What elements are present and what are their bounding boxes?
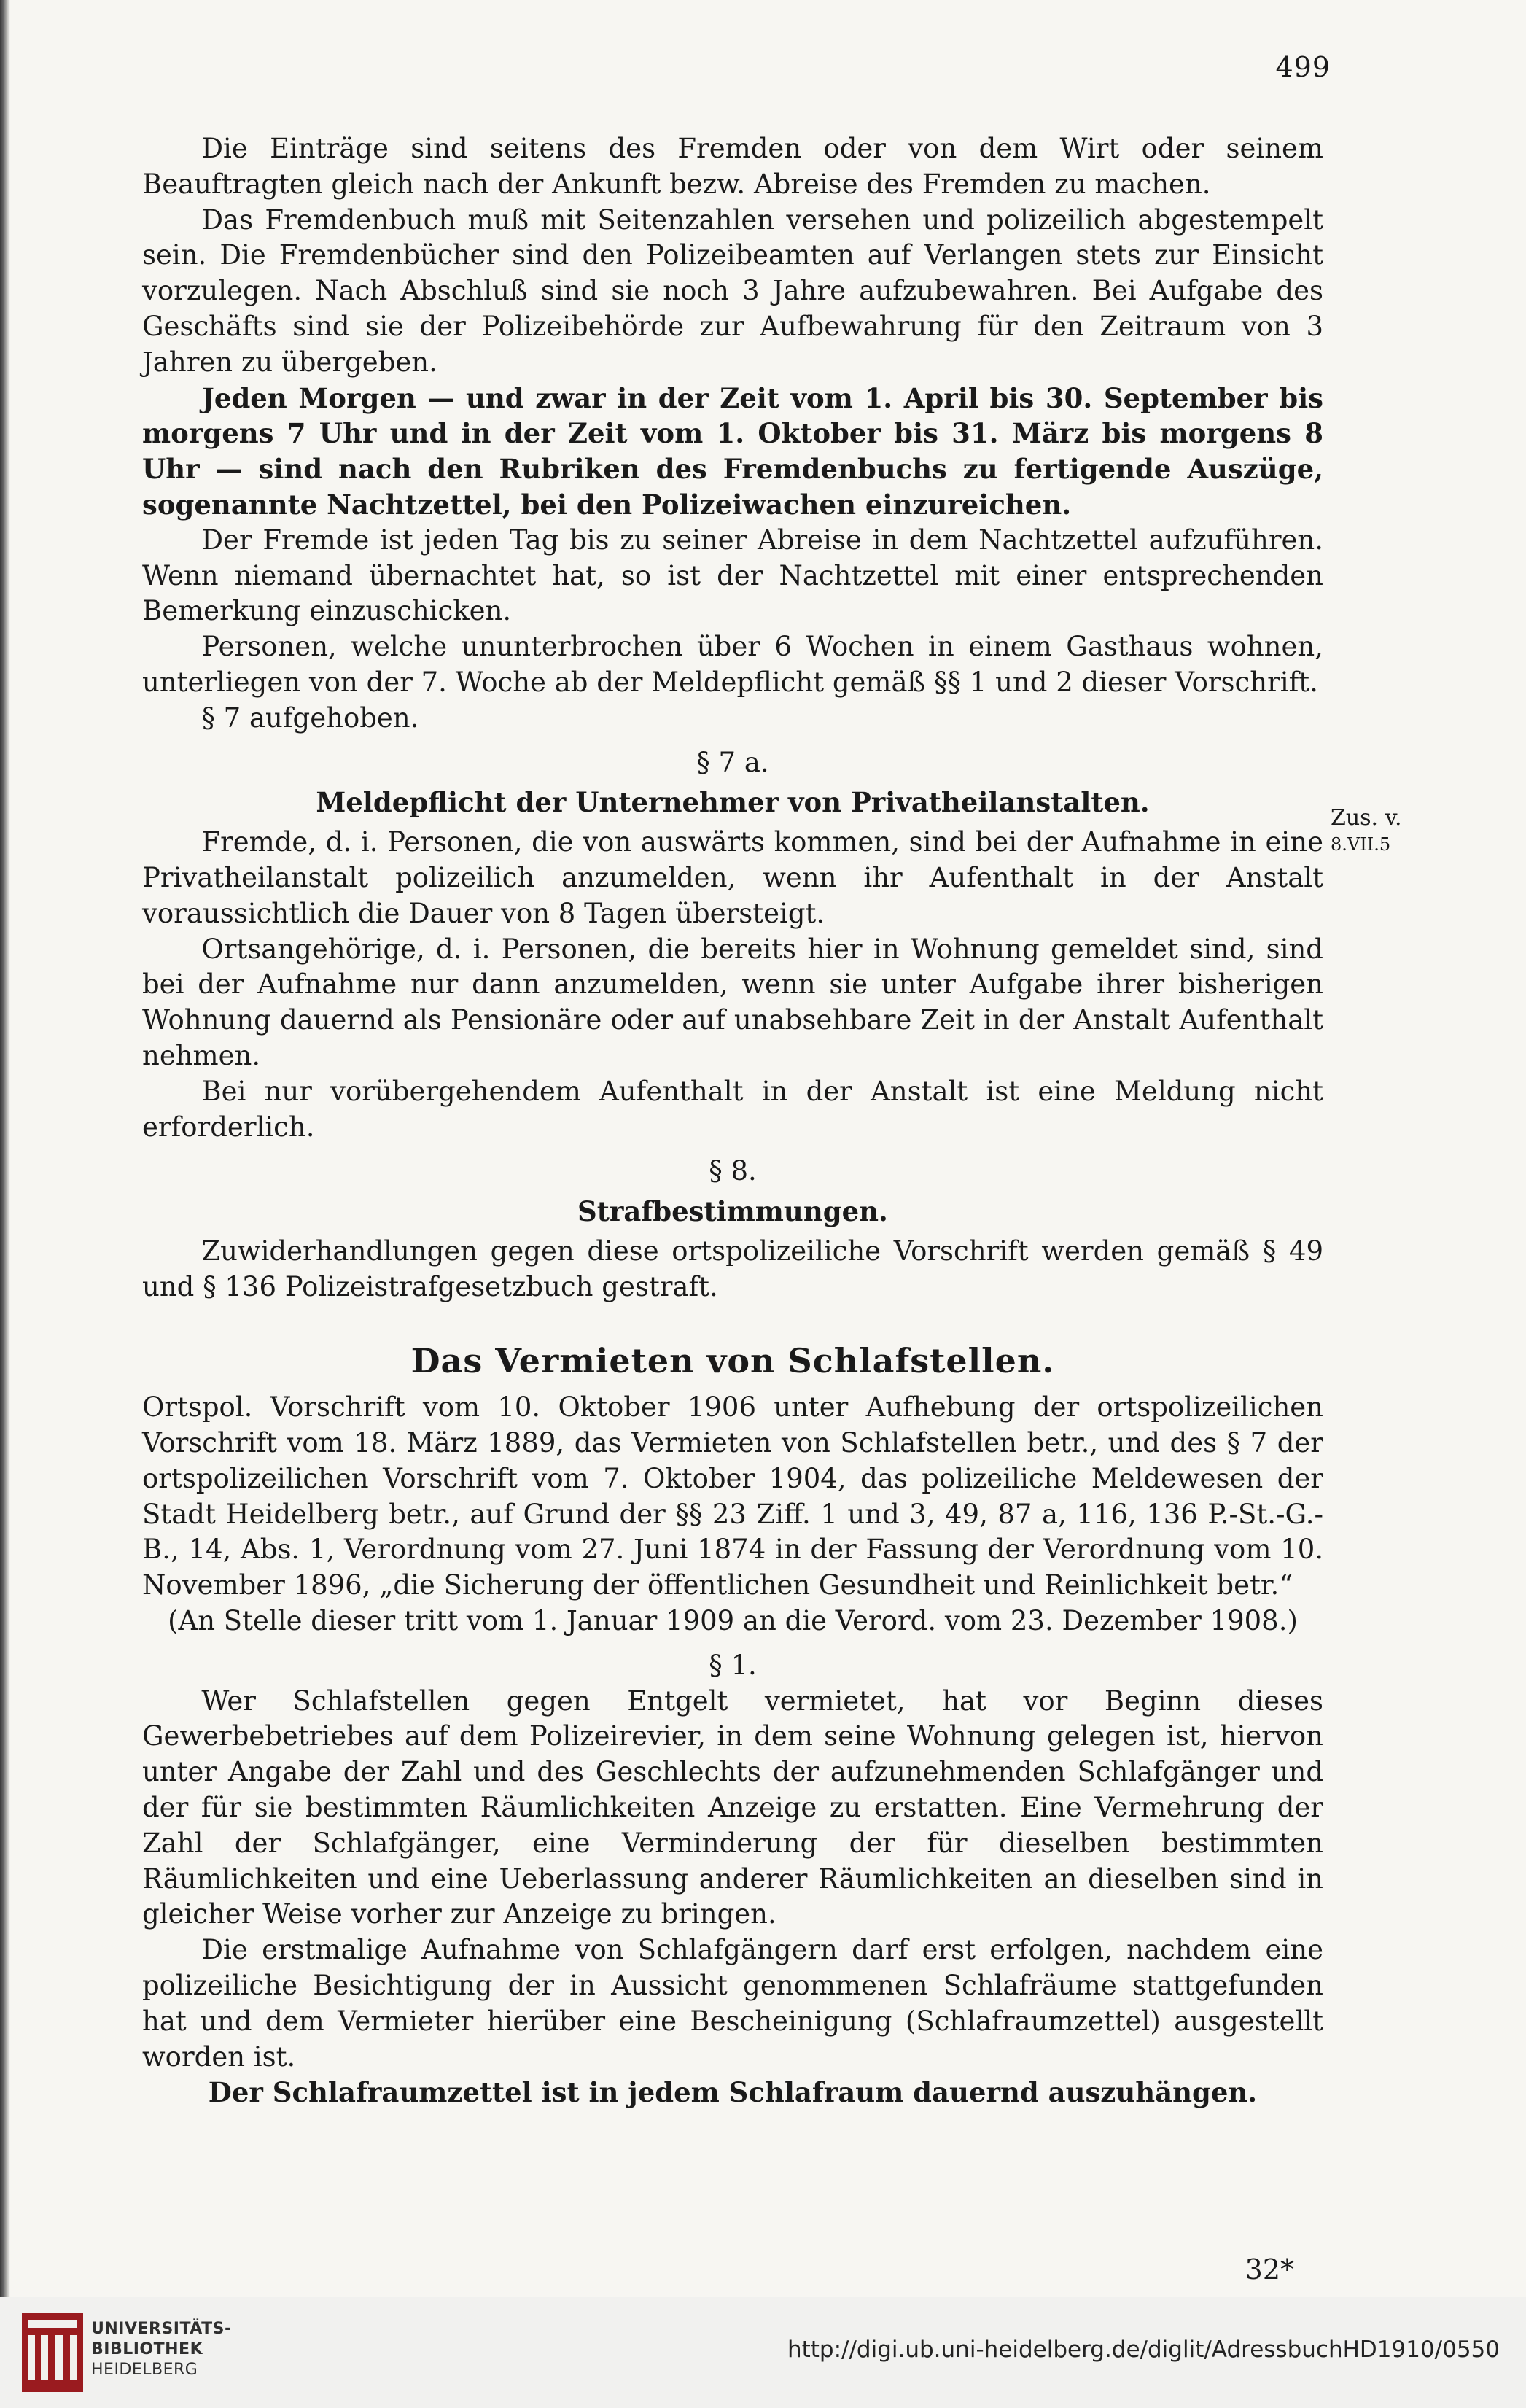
section-heading: Meldepflicht der Unternehmer von Privatheilanstalten. — [316, 786, 1150, 819]
paragraph-bold: Jeden Morgen — und zwar in der Zeit vom 1. April bis 30. September bis morgens 7 Uhr und in der Zeit vom 1. Oktober bis 31. März bis morgens 8 Uhr — sind nach den Rubriken des Fremdenbuchs zu fertigende Auszüge, sogenannte Nachtzettel, bei den Polizeiwachen einzureichen. — [142, 381, 1323, 521]
library-name-line: UNIVERSITÄTS- — [91, 2320, 232, 2338]
library-logo-icon — [22, 2313, 83, 2392]
source-url-link[interactable]: http://digi.ub.uni-heidelberg.de/diglit/AdressbuchHD1910/0550 — [787, 2337, 1500, 2363]
paragraph-note: (An Stelle dieser tritt vom 1. Januar 1909 an die Verord. vom 23. Dezember 1908.) — [168, 1605, 1298, 1637]
scan-edge — [0, 0, 10, 2408]
section-number: § 1. — [709, 1649, 757, 1681]
library-name — [91, 2319, 232, 2380]
paragraph: Das Fremdenbuch muß mit Seitenzahlen versehen und polizeilich abgestempelt sein. Die Fremdenbücher sind den Polizeibeamten auf Verlangen stets zur Einsicht vorzulegen. Nach Abschluß sind sie noch 3 Jahre aufzubewahren. Bei Aufgabe des Geschäfts sind sie der Polizeibehörde zur Aufbewahrung für den Zeitraum von 3 Jahren zu übergeben. — [142, 203, 1323, 378]
page-number: 499 — [1275, 51, 1331, 83]
paragraph: Der Fremde ist jeden Tag bis zu seiner Abreise in dem Nachtzettel aufzuführen. Wenn niemand übernachtet hat, so ist der Nachtzettel mit einer entsprechenden Bemerkung einzuschicken. — [142, 524, 1323, 627]
library-name-line: BIBLIOTHEK — [91, 2340, 203, 2358]
paragraph: Ortspol. Vorschrift vom 10. Oktober 1906 unter Aufhebung der ortspolizeilichen Vorschrift vom 18. März 1889, das Vermieten von Schlafstellen betr., und des § 7 der ortspolizeilichen Vorschrift vom 7. Oktober 1904, das polizeiliche Meldewesen der Stadt Heidelberg betr., auf Grund der §§ 23 Ziff. 1 und 3, 49, 87 a, 116, 136 P.-St.-G.-B., 14, Abs. 1, Verordnung vom 27. Juni 1874 in der Fassung der Verordnung vom 10. November 1896, „die Sicherung der öffentlichen Gesundheit und Reinlichkeit betr.“ — [142, 1391, 1323, 1601]
paragraph: Wer Schlafstellen gegen Entgelt vermietet, hat vor Beginn dieses Gewerbebetriebes auf dem Polizeirevier, in dem seine Wohnung gelegen ist, hiervon unter Angabe der Zahl und des Geschlechts der aufzunehmenden Schlafgänger und der für sie bestimmten Räumlichkeiten Anzeige zu erstatten. Eine Vermehrung der Zahl der Schlafgänger, eine Verminderung der für dieselben bestimmten Räumlichkeiten und eine Ueberlassung anderer Räumlichkeiten an dieselben sind in gleicher Weise vorher zur Anzeige zu bringen. — [142, 1685, 1323, 1930]
paragraph: Personen, welche ununterbrochen über 6 Wochen in einem Gasthaus wohnen, unterliegen von der 7. Woche ab der Meldepflicht gemäß §§ 1 und 2 dieser Vorschrift. — [142, 631, 1323, 698]
signature-mark: 32* — [1245, 2253, 1294, 2285]
paragraph: Zuwiderhandlungen gegen diese ortspolizeiliche Vorschrift werden gemäß § 49 und § 136 Polizeistrafgesetzbuch gestraft. — [142, 1235, 1323, 1302]
paragraph: Fremde, d. i. Personen, die von auswärts kommen, sind bei der Aufnahme in eine Privatheilanstalt polizeilich anzumelden, wenn ihr Aufenthalt in der Anstalt voraussichtlich die Dauer von 8 Tagen übersteigt. — [142, 826, 1323, 929]
paragraph-bold: Der Schlafraumzettel ist in jedem Schlafraum dauernd auszuhängen. — [208, 2076, 1258, 2109]
paragraph: Die erstmalige Aufnahme von Schlafgängern darf erst erfolgen, nachdem eine polizeiliche Besichtigung der in Aussicht genommenen Schlafräume stattgefunden hat und dem Vermieter hierüber eine Bescheinigung (Schlafraumzettel) ausgestellt worden ist. — [142, 1934, 1323, 2073]
chapter-title: Das Vermieten von Schlafstellen. — [410, 1340, 1055, 1380]
margin-note-line: 8.VII.5 — [1331, 834, 1391, 855]
library-name-line: HEIDELBERG — [91, 2361, 198, 2379]
paragraph: Die Einträge sind seitens des Fremden oder von dem Wirt oder seinem Beauftragten gleich nach der Ankunft bezw. Abreise des Fremden zu machen. — [142, 133, 1323, 200]
body-text — [142, 131, 1323, 2110]
paragraph: Ortsangehörige, d. i. Personen, die bereits hier in Wohnung gemeldet sind, sind bei der Aufnahme nur dann anzumelden, wenn sie unter Aufgabe ihrer bisherigen Wohnung dauernd als Pensionäre oder auf unabsehbare Zeit in der Anstalt Aufenthalt nehmen. — [142, 933, 1323, 1071]
margin-note-line: Zus. v. — [1331, 805, 1402, 831]
section-heading: Strafbestimmungen. — [577, 1195, 888, 1228]
document-page — [142, 51, 1402, 2285]
section-number: § 7 a. — [696, 746, 769, 778]
margin-note — [1331, 805, 1440, 858]
paragraph: § 7 aufgehoben. — [201, 702, 419, 734]
footer-band — [0, 2297, 1526, 2408]
paragraph: Bei nur vorübergehendem Aufenthalt in der Anstalt ist eine Meldung nicht erforderlich. — [142, 1075, 1323, 1143]
section-number: § 8. — [709, 1155, 757, 1187]
